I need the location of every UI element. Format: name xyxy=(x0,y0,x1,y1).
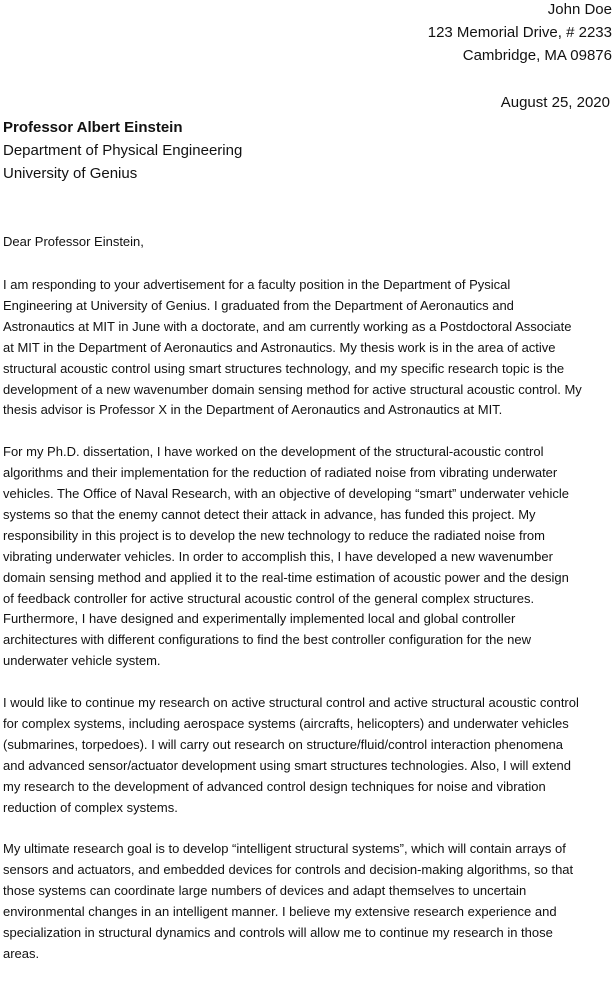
body-paragraph: I am responding to your advertisement for a faculty position in the Department of Pysical Engineering at University of Genius. I graduated from the Department of Aeronautics and Astronautics at MIT in June with a doctorate, and am currently working as a Postdoctoral Associate at MIT in the Department of Aeronautics and Astronautics. My thesis work is in the area of active structural acoustic control using smart structures technology, and my specific research topic is the development of a new wavenumber domain sensing method for active structural acoustic control. My thesis advisor is Professor X in the Department of Aeronautics and Astronautics at MIT. xyxy=(3,277,582,418)
recipient-name: Professor Albert Einstein xyxy=(3,119,183,136)
body-paragraph: My ultimate research goal is to develop “intelligent structural systems”, which will contain arrays of sensors and actuators, and embedded devices for controls and decision-making algorithms, so that those systems can coordinate large numbers of devices and adapt themselves to uncertain environmental changes in an intelligent manner. I believe my extensive research experience and specialization in structural dynamics and controls will allow me to continue my research in those areas. xyxy=(3,841,574,961)
sender-address-block xyxy=(428,0,612,67)
letter-body xyxy=(3,275,612,986)
recipient-institution: University of Genius xyxy=(3,165,138,182)
sender-address-line2: Cambridge, MA 09876 xyxy=(462,47,612,64)
body-paragraph: I would like to continue my research on active structural control and active structural acoustic control for complex systems, including aerospace systems (aircrafts, helicopters) and underwater vehicles (submarines, torpedoes). I will carry out research on structure/fluid/control interaction phenomena and advanced sensor/actuator development using smart structures technologies. Also, I will extend my research to the development of advanced control design techniques for noise and vibration reduction of complex systems. xyxy=(3,695,579,815)
body-paragraph: For my Ph.D. dissertation, I have worked on the development of the structural-acoustic control algorithms and their implementation for the reduction of radiated noise from vibrating underwater vehicles. The Office of Naval Research, with an objective of developing “smart” underwater vehicle systems so that the enemy cannot detect their attack in advance, has funded this project. My responsibility in this project is to develop the new technology to reduce the radiated noise from vibrating underwater vehicles. In order to accomplish this, I have developed a new wavenumber domain sensing method and applied it to the real-time estimation of acoustic power and the design of feedback controller for active structural acoustic control of the general complex structures. Furthermore, I have designed and experimentally implemented local and global controller architectures with different configurations to find the best controller configuration for the new underwater vehicle system. xyxy=(3,444,570,669)
sender-address-line1: 123 Memorial Drive, # 2233 xyxy=(427,24,612,41)
letter-date: August 25, 2020 xyxy=(500,94,610,111)
sender-name: John Doe xyxy=(547,1,612,18)
salutation: Dear Professor Einstein, xyxy=(3,234,144,249)
recipient-department: Department of Physical Engineering xyxy=(3,142,243,159)
recipient-address-block xyxy=(3,116,242,185)
